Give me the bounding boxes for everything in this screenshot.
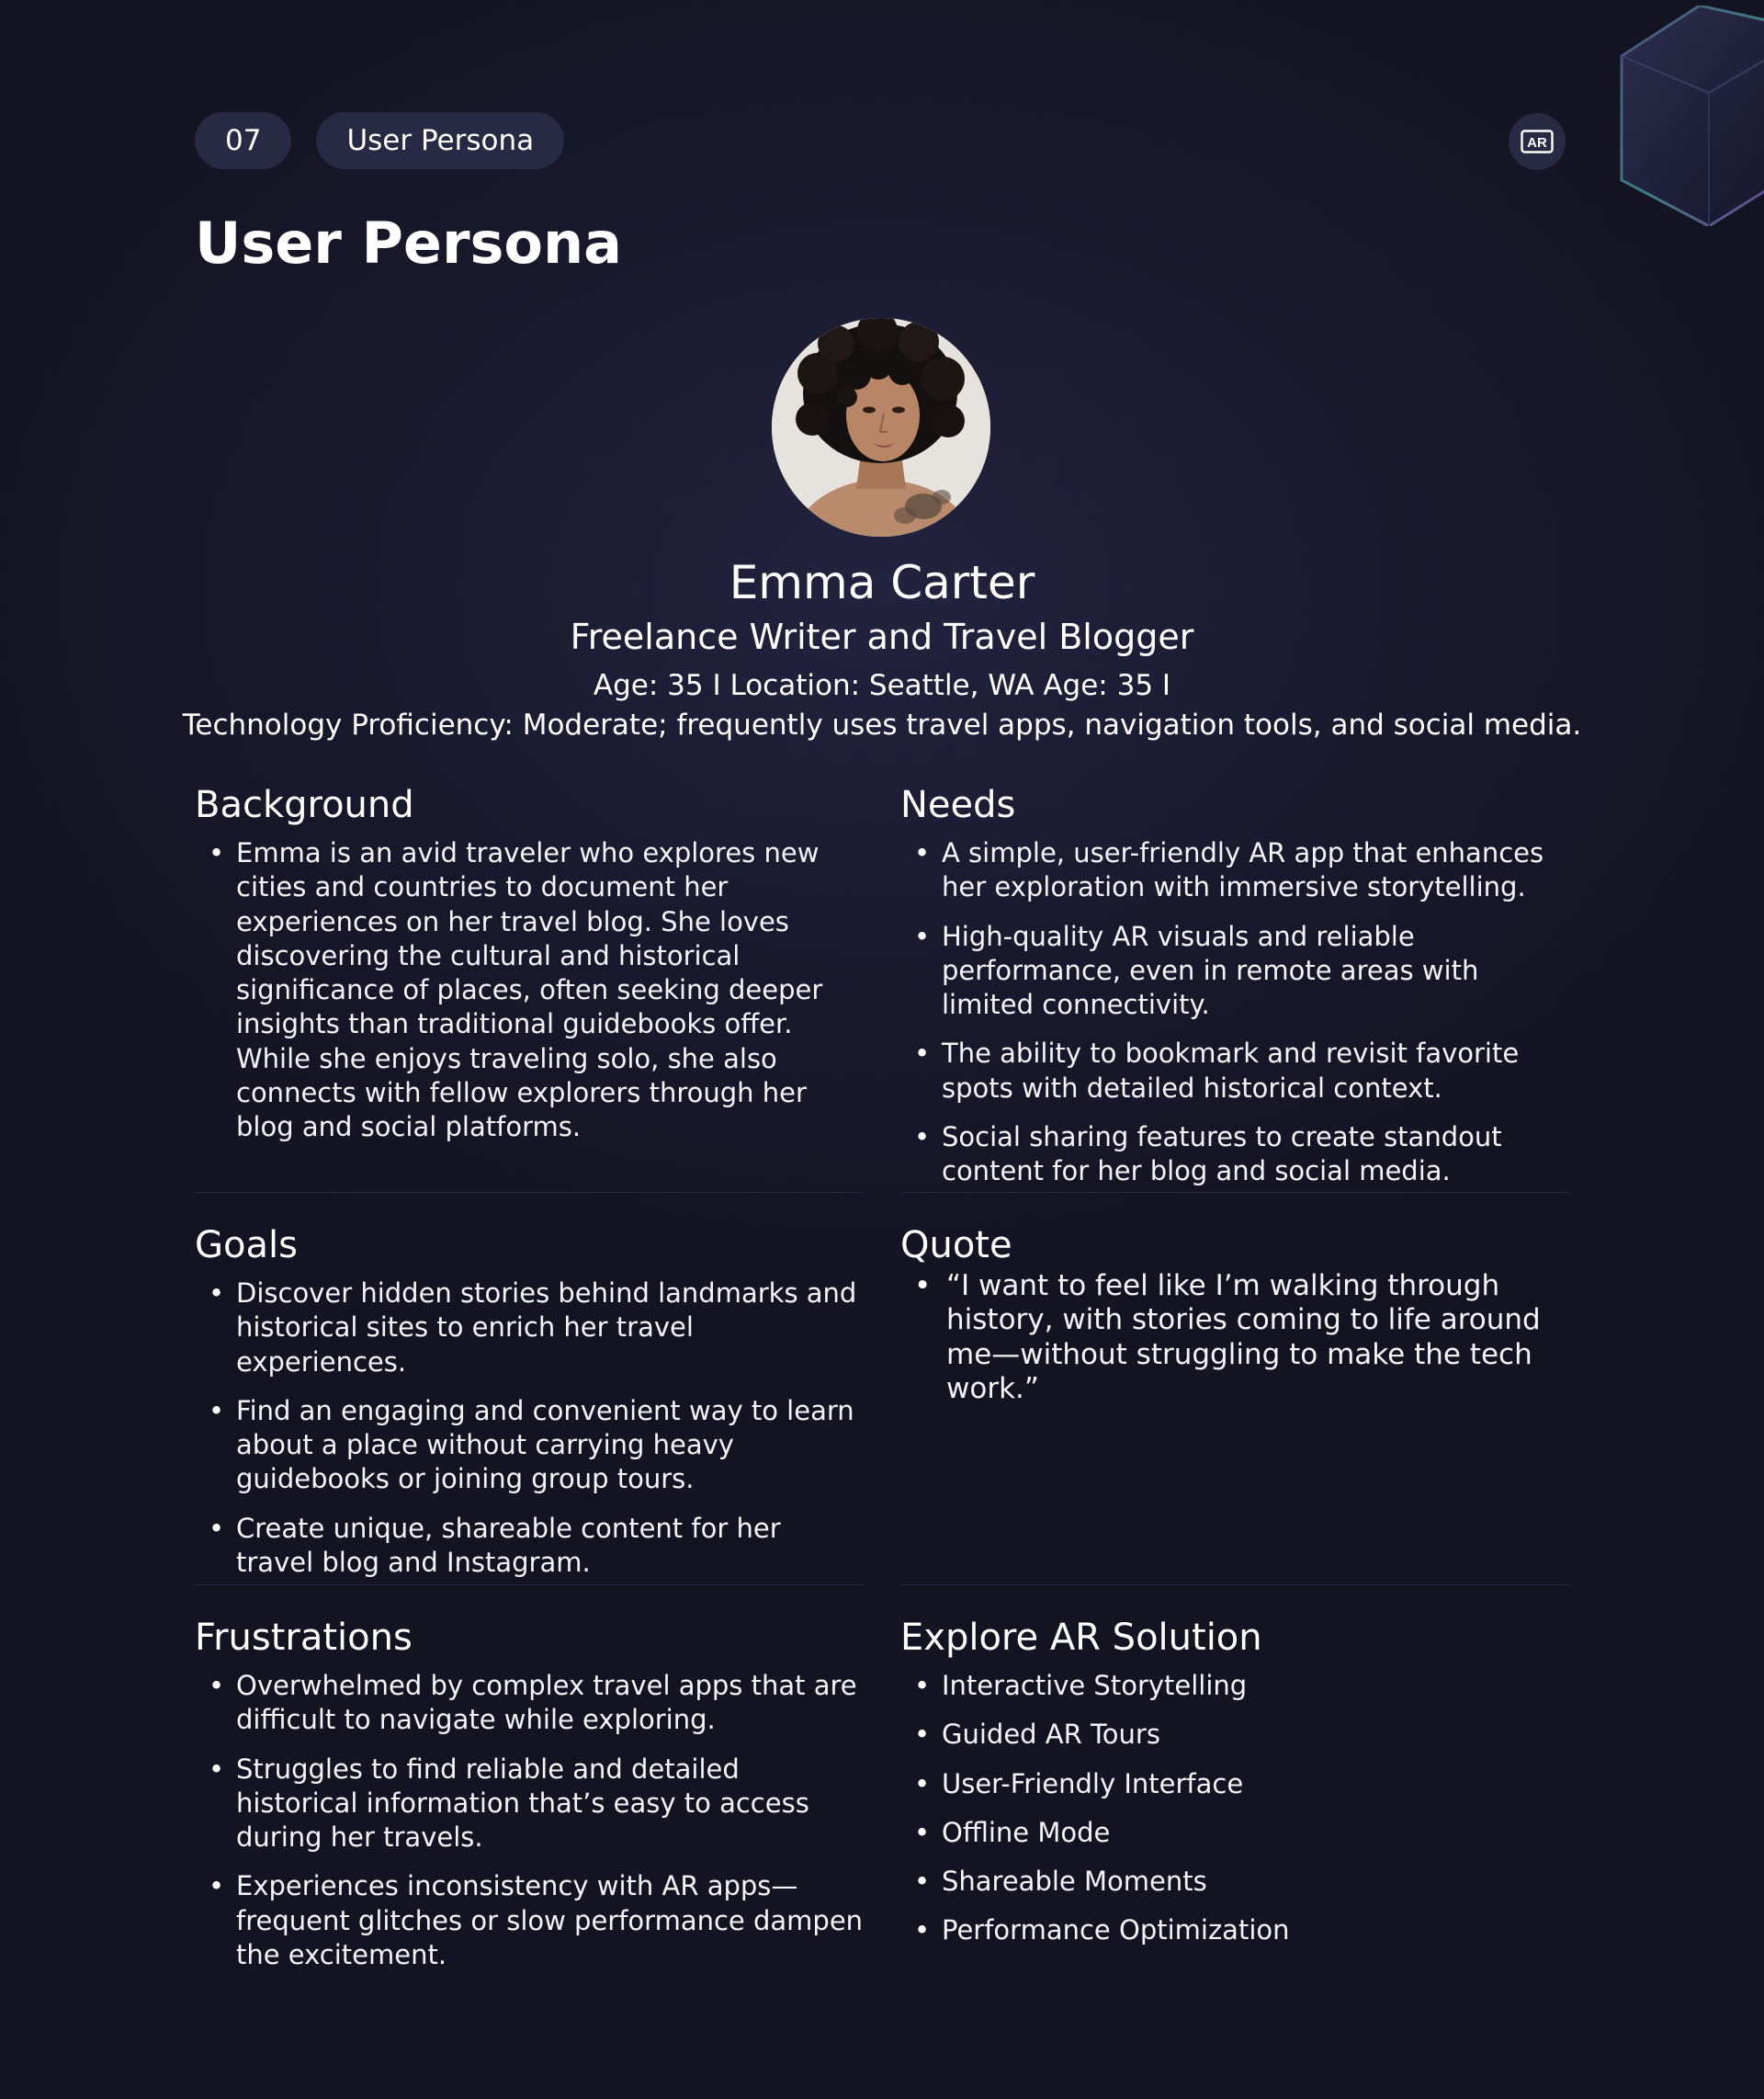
section-label-pill: User Persona	[316, 112, 564, 169]
list-item: • Emma is an avid traveler who explores new cities and countries to document her experiences on her travel blog. She loves discovering the cultural and historical significance of places, often seeking deeper insights than traditional guidebooks offer. While she enjoys traveling solo, she also connects with fellow explorers through her blog and social platforms.	[195, 836, 864, 1145]
persona-name: Emma Carter	[729, 556, 1035, 609]
background-section	[195, 781, 864, 1160]
solution-list	[900, 1669, 1569, 1948]
frustrations-list	[195, 1669, 864, 1972]
list-item: • Struggles to find reliable and detailed historical information that’s easy to access during her travels.	[195, 1753, 864, 1855]
list-item: • The ability to bookmark and revisit favorite spots with detailed historical context.	[900, 1037, 1569, 1106]
list-item: • Experiences inconsistency with AR apps—frequent glitches or slow performance dampen the excitement.	[195, 1869, 864, 1972]
list-item: • Social sharing features to create standout content for her blog and social media.	[900, 1120, 1569, 1189]
portrait-image	[772, 318, 990, 537]
goals-section	[195, 1221, 864, 1594]
goals-heading: Goals	[195, 1224, 298, 1266]
list-item: • Guided AR Tours	[900, 1718, 1569, 1752]
list-item: • Create unique, shareable content for her travel blog and Instagram.	[195, 1512, 864, 1581]
background-heading: Background	[195, 784, 414, 826]
goals-list	[195, 1276, 864, 1580]
persona-tech-proficiency: Technology Proficiency: Moderate; frequently uses travel apps, navigation tools, and social media.	[182, 709, 1582, 742]
frustrations-heading: Frustrations	[195, 1617, 413, 1659]
list-item: • Find an engaging and convenient way to learn about a place without carrying heavy guidebooks or joining group tours.	[195, 1394, 864, 1497]
header	[195, 112, 564, 169]
divider	[900, 1192, 1569, 1193]
divider	[900, 1584, 1569, 1585]
needs-list	[900, 836, 1569, 1189]
list-item: • Shareable Moments	[900, 1865, 1569, 1899]
cube-decoration-icon	[1599, 6, 1764, 226]
page-title: User Persona	[195, 210, 622, 277]
list-item: • Offline Mode	[900, 1816, 1569, 1850]
list-item: • Overwhelmed by complex travel apps that are difficult to navigate while exploring.	[195, 1669, 864, 1738]
persona-meta: Age: 35 I Location: Seattle, WA Age: 35 I	[593, 669, 1171, 702]
divider	[195, 1192, 864, 1193]
list-item: • High-quality AR visuals and reliable performance, even in remote areas with limited connectivity.	[900, 920, 1569, 1023]
frustrations-section	[195, 1614, 864, 1987]
needs-section	[900, 781, 1569, 1204]
solution-section	[900, 1614, 1569, 1963]
quote-heading: Quote	[900, 1224, 1012, 1266]
section-number-pill: 07	[195, 112, 291, 169]
background-list	[195, 836, 864, 1145]
ar-badge	[1509, 113, 1566, 170]
persona-role: Freelance Writer and Travel Blogger	[570, 617, 1194, 657]
list-item: • User-Friendly Interface	[900, 1767, 1569, 1801]
list-item: • Interactive Storytelling	[900, 1669, 1569, 1703]
list-item: • A simple, user-friendly AR app that enhances her exploration with immersive storytelling.	[900, 836, 1569, 905]
solution-heading: Explore AR Solution	[900, 1617, 1262, 1659]
quote-section	[900, 1221, 1569, 1421]
list-item: • Performance Optimization	[900, 1913, 1569, 1947]
ar-icon	[1521, 130, 1554, 153]
needs-heading: Needs	[900, 784, 1016, 826]
svg-text:AR: AR	[1527, 135, 1547, 151]
quote-list	[900, 1269, 1569, 1406]
divider	[195, 1584, 864, 1585]
quote-text: • “I want to feel like I’m walking through history, with stories coming to life around me—without struggling to make the tech work.”	[900, 1269, 1569, 1406]
list-item: • Discover hidden stories behind landmarks and historical sites to enrich her travel experiences.	[195, 1276, 864, 1379]
avatar	[772, 318, 990, 537]
